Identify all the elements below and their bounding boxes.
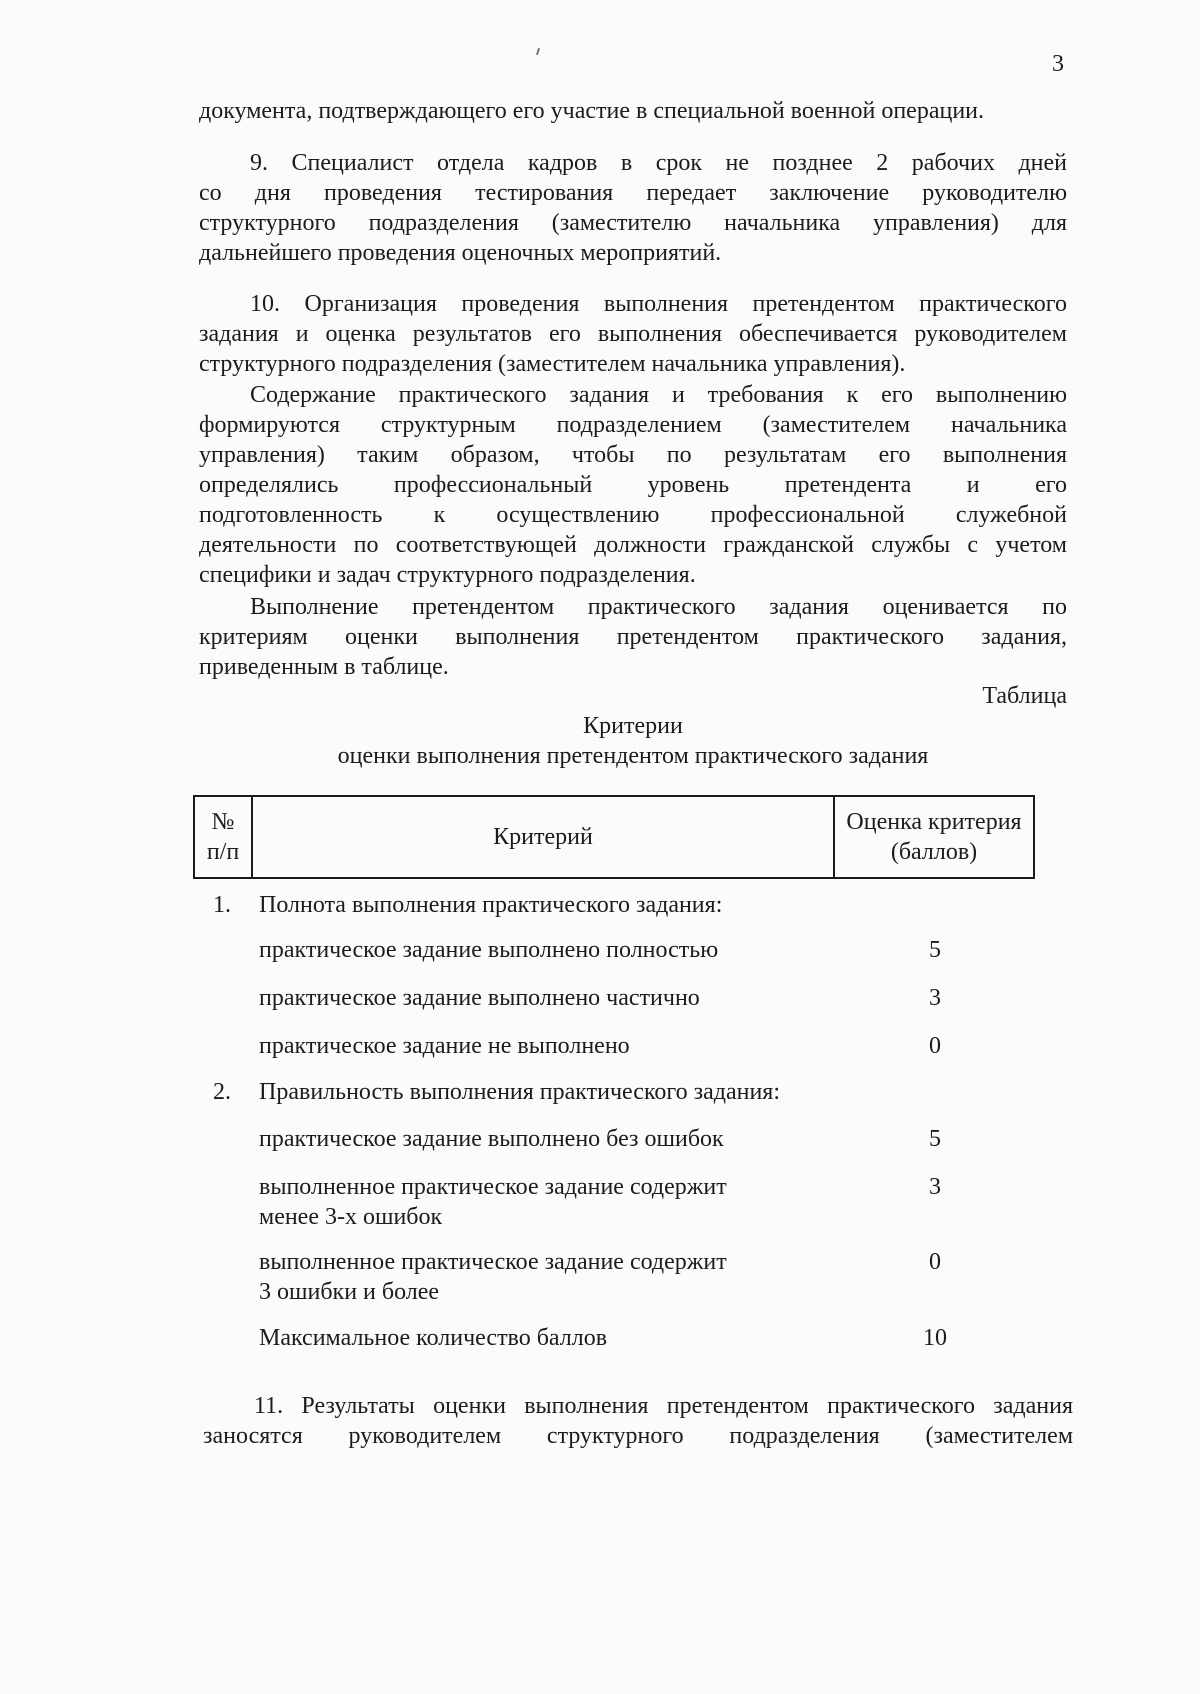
table-subtitle: оценки выполнения претендентом практического задания — [337, 743, 929, 769]
criterion-number: 1. — [213, 892, 231, 918]
criterion-score: 3 — [929, 1174, 941, 1200]
paragraph-line: структурного подразделения (заместителем начальника управления). — [199, 351, 906, 377]
paragraph-line: заносятся руководителем структурного подразделения (заместителем — [203, 1423, 1073, 1449]
paragraph-line: 9. Специалист отдела кадров в срок не позднее 2 рабочих дней — [250, 150, 1067, 176]
header-criterion-cell: Критерий — [252, 796, 834, 878]
criterion-number: 2. — [213, 1079, 231, 1105]
criterion-item: практическое задание не выполнено — [259, 1033, 630, 1059]
criterion-item: практическое задание выполнено частично — [259, 985, 700, 1011]
criterion-score: 5 — [929, 1126, 941, 1152]
paragraph-line: 10. Организация проведения выполнения претендентом практического — [250, 291, 1067, 317]
page-number: 3 — [1052, 51, 1064, 77]
paragraph-line: деятельности по соответствующей должности гражданской службы с учетом — [199, 532, 1067, 558]
criterion-item: практическое задание выполнено полностью — [259, 937, 719, 963]
paragraph-evaluation — [199, 592, 1067, 682]
max-score-value: 10 — [923, 1325, 947, 1351]
paragraph-line: Выполнение претендентом практического задания оценивается по — [250, 594, 1067, 620]
paragraph-line: Содержание практического задания и требования к его выполнению — [250, 382, 1067, 408]
header-score-cell: Оценка критерия (баллов) — [834, 796, 1034, 878]
paragraph-line: формируются структурным подразделением (заместителем начальника — [199, 412, 1067, 438]
paragraph-line: специфики и задач структурного подразделения. — [199, 562, 696, 588]
table-label: Таблица — [982, 683, 1067, 709]
criterion-item: практическое задание выполнено без ошибок — [259, 1126, 724, 1152]
paragraph-line: структурного подразделения (заместителю начальника управления) для — [199, 210, 1067, 236]
continuation-line: документа, подтверждающего его участие в специальной военной операции. — [199, 98, 985, 124]
criterion-title: Полнота выполнения практического задания: — [259, 892, 723, 918]
criterion-score: 5 — [929, 937, 941, 963]
paragraph-line: 11. Результаты оценки выполнения претендентом практического задания — [254, 1393, 1073, 1419]
criterion-item: выполненное практическое задание содержит менее 3-х ошибок — [259, 1174, 727, 1230]
paragraph-line: определялись профессиональный уровень претендента и его — [199, 472, 1067, 498]
paragraph-9 — [199, 148, 1067, 268]
table-title: Критерии — [583, 713, 683, 739]
paragraph-line: подготовленность к осуществлению профессиональной служебной — [199, 502, 1067, 528]
paragraph-line: задания и оценка результатов его выполнения обеспечивается руководителем — [199, 321, 1067, 347]
header-num-cell: № п/п — [194, 796, 252, 878]
criterion-title: Правильность выполнения практического задания: — [259, 1079, 781, 1105]
paragraph-line: дальнейшего проведения оценочных мероприятий. — [199, 240, 722, 266]
paragraph-line: со дня проведения тестирования передает заключение руководителю — [199, 180, 1067, 206]
criterion-score: 0 — [929, 1249, 941, 1275]
criteria-table-header — [193, 795, 1035, 879]
max-score-label: Максимальное количество баллов — [259, 1325, 608, 1351]
paragraph-line: приведенным в таблице. — [199, 654, 449, 680]
scan-speck — [536, 48, 540, 55]
paragraph-10 — [199, 289, 1067, 379]
paragraph-line: управления) таким образом, чтобы по результатам его выполнения — [199, 442, 1067, 468]
criterion-score: 3 — [929, 985, 941, 1011]
paragraph-content — [199, 380, 1067, 590]
criterion-score: 0 — [929, 1033, 941, 1059]
criterion-item: выполненное практическое задание содержит 3 ошибки и более — [259, 1249, 727, 1305]
paragraph-line: критериям оценки выполнения претендентом практического задания, — [199, 624, 1067, 650]
paragraph-11 — [203, 1391, 1073, 1451]
